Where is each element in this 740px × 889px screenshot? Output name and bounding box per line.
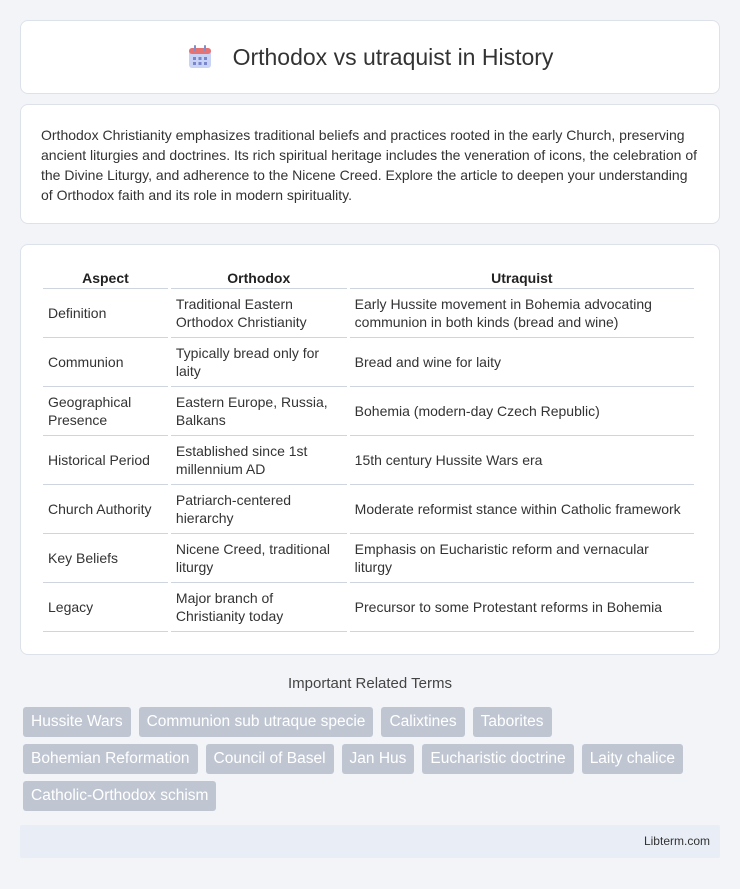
tag-taborites[interactable]: Taborites xyxy=(473,707,552,737)
cell-utraquist: Moderate reformist stance within Catholic framework xyxy=(350,485,694,534)
intro-card xyxy=(20,104,720,224)
intro-text: Orthodox Christianity emphasizes traditional beliefs and practices rooted in the early Church, preserving ancient liturgies and doctrines. Its rich spiritual heritage includes the veneration of icons, the celebration of the Divine Liturgy, and adherence to the Nicene Creed. Explore the article to deepen your understanding of Orthodox faith and its role in modern spirituality. xyxy=(41,127,698,203)
cell-utraquist: Precursor to some Protestant reforms in Bohemia xyxy=(350,583,694,632)
header-orthodox: Orthodox xyxy=(171,265,347,289)
title-card xyxy=(20,20,720,94)
page-title: Orthodox vs utraquist in History xyxy=(232,43,554,70)
cell-aspect: Geographical Presence xyxy=(43,387,168,436)
table-row xyxy=(43,485,694,534)
tag-hussite-wars[interactable]: Hussite Wars xyxy=(23,707,131,737)
table-header-row xyxy=(43,265,694,289)
cell-aspect: Communion xyxy=(43,338,168,387)
cell-orthodox: Traditional Eastern Orthodox Christianity xyxy=(171,289,347,338)
cell-utraquist: 15th century Hussite Wars era xyxy=(350,436,694,485)
table-row xyxy=(43,338,694,387)
calendar-icon xyxy=(187,44,213,70)
tag-bohemian-reformation[interactable]: Bohemian Reformation xyxy=(23,744,198,774)
cell-aspect: Church Authority xyxy=(43,485,168,534)
cell-orthodox: Major branch of Christianity today xyxy=(171,583,347,632)
table-row xyxy=(43,436,694,485)
cell-orthodox: Eastern Europe, Russia, Balkans xyxy=(171,387,347,436)
table-row xyxy=(43,387,694,436)
tag-jan-hus[interactable]: Jan Hus xyxy=(342,744,415,774)
tag-communion-sub-utraque-specie[interactable]: Communion sub utraque specie xyxy=(139,707,374,737)
cell-aspect: Historical Period xyxy=(43,436,168,485)
comparison-table-card xyxy=(20,244,720,655)
header-aspect: Aspect xyxy=(43,265,168,289)
tag-laity-chalice[interactable]: Laity chalice xyxy=(582,744,683,774)
cell-aspect: Legacy xyxy=(43,583,168,632)
header-utraquist: Utraquist xyxy=(350,265,694,289)
related-terms-title: Important Related Terms xyxy=(288,675,452,692)
cell-orthodox: Nicene Creed, traditional liturgy xyxy=(171,534,347,583)
tag-eucharistic-doctrine[interactable]: Eucharistic doctrine xyxy=(422,744,573,774)
cell-orthodox: Patriarch-centered hierarchy xyxy=(171,485,347,534)
cell-utraquist: Bohemia (modern-day Czech Republic) xyxy=(350,387,694,436)
tag-catholic-orthodox-schism[interactable]: Catholic-Orthodox schism xyxy=(23,781,216,811)
table-row xyxy=(43,534,694,583)
tag-council-of-basel[interactable]: Council of Basel xyxy=(206,744,334,774)
footer-site-link[interactable]: Libterm.com xyxy=(643,834,710,848)
footer xyxy=(20,825,720,858)
comparison-table xyxy=(40,265,697,632)
tag-calixtines[interactable]: Calixtines xyxy=(381,707,464,737)
cell-orthodox: Typically bread only for laity xyxy=(171,338,347,387)
table-row xyxy=(43,289,694,338)
cell-utraquist: Early Hussite movement in Bohemia advocating communion in both kinds (bread and wine) xyxy=(350,289,694,338)
cell-orthodox: Established since 1st millennium AD xyxy=(171,436,347,485)
cell-utraquist: Bread and wine for laity xyxy=(350,338,694,387)
related-tags xyxy=(23,707,723,818)
cell-aspect: Definition xyxy=(43,289,168,338)
table-row xyxy=(43,583,694,632)
cell-utraquist: Emphasis on Eucharistic reform and vernacular liturgy xyxy=(350,534,694,583)
cell-aspect: Key Beliefs xyxy=(43,534,168,583)
